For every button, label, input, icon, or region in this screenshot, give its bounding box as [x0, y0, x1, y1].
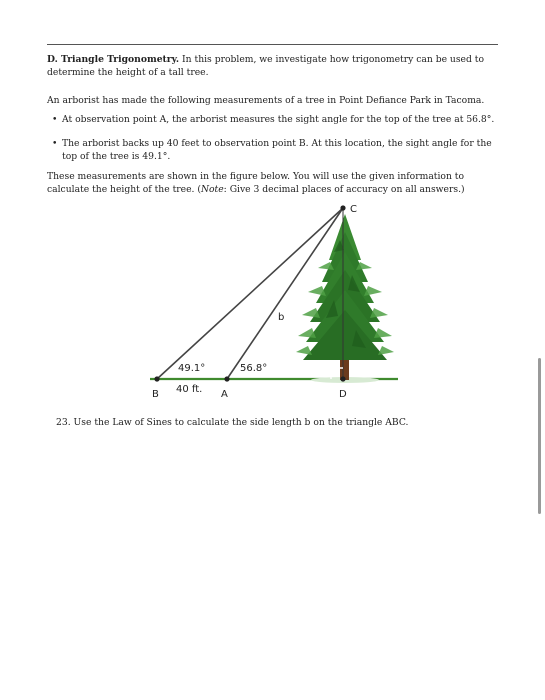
label-angle-a: 56.8°: [240, 363, 268, 374]
bullet-text-1: At observation point A, the arborist measures the sight angle for the top of the tree at 56.8°.: [62, 114, 495, 125]
label-point-b: B: [152, 389, 159, 400]
label-angle-b: 49.1°: [178, 363, 206, 374]
point-d-dot: [340, 376, 345, 381]
label-point-d: D: [339, 389, 347, 400]
question-number: 23.: [56, 417, 71, 428]
paragraph-figure-text-1: These measurements are shown in the figure below. You will use the given information to calculate the height of the tree. (: [47, 171, 465, 195]
question-23: [56, 417, 496, 430]
section-intro-text: In this problem, we investigate how trigonometry can be used to determine the height of a tall tree.: [47, 54, 485, 78]
point-c-dot: [340, 205, 345, 210]
paragraph-figure-text-2: : Give 3 decimal places of accuracy on all answers.): [223, 183, 465, 195]
question-text: Use the Law of Sines to calculate the side length b on the triangle ABC.: [73, 417, 409, 428]
note-label: Note: [200, 183, 224, 195]
section-heading: D. Triangle Trigonometry.: [47, 54, 180, 65]
point-a-dot: [224, 376, 229, 381]
point-b-dot: [154, 376, 159, 381]
label-point-a: A: [221, 389, 228, 400]
label-distance-ba: 40 ft.: [176, 384, 203, 395]
bullet-icon: •: [52, 114, 58, 125]
tree-illustration: [296, 214, 394, 380]
scrollbar-thumb[interactable]: [538, 358, 541, 514]
label-point-c: C: [350, 204, 357, 215]
label-side-b: b: [278, 312, 285, 323]
bullet-icon: •: [52, 138, 58, 149]
paragraph-measurements: An arborist has made the following measurements of a tree in Point Defiance Park in Tacoma.: [47, 95, 485, 106]
bullet-text-2: The arborist backs up 40 feet to observation point B. At this location, the sight angle for the top of the tree is 49.1°.: [62, 138, 492, 162]
